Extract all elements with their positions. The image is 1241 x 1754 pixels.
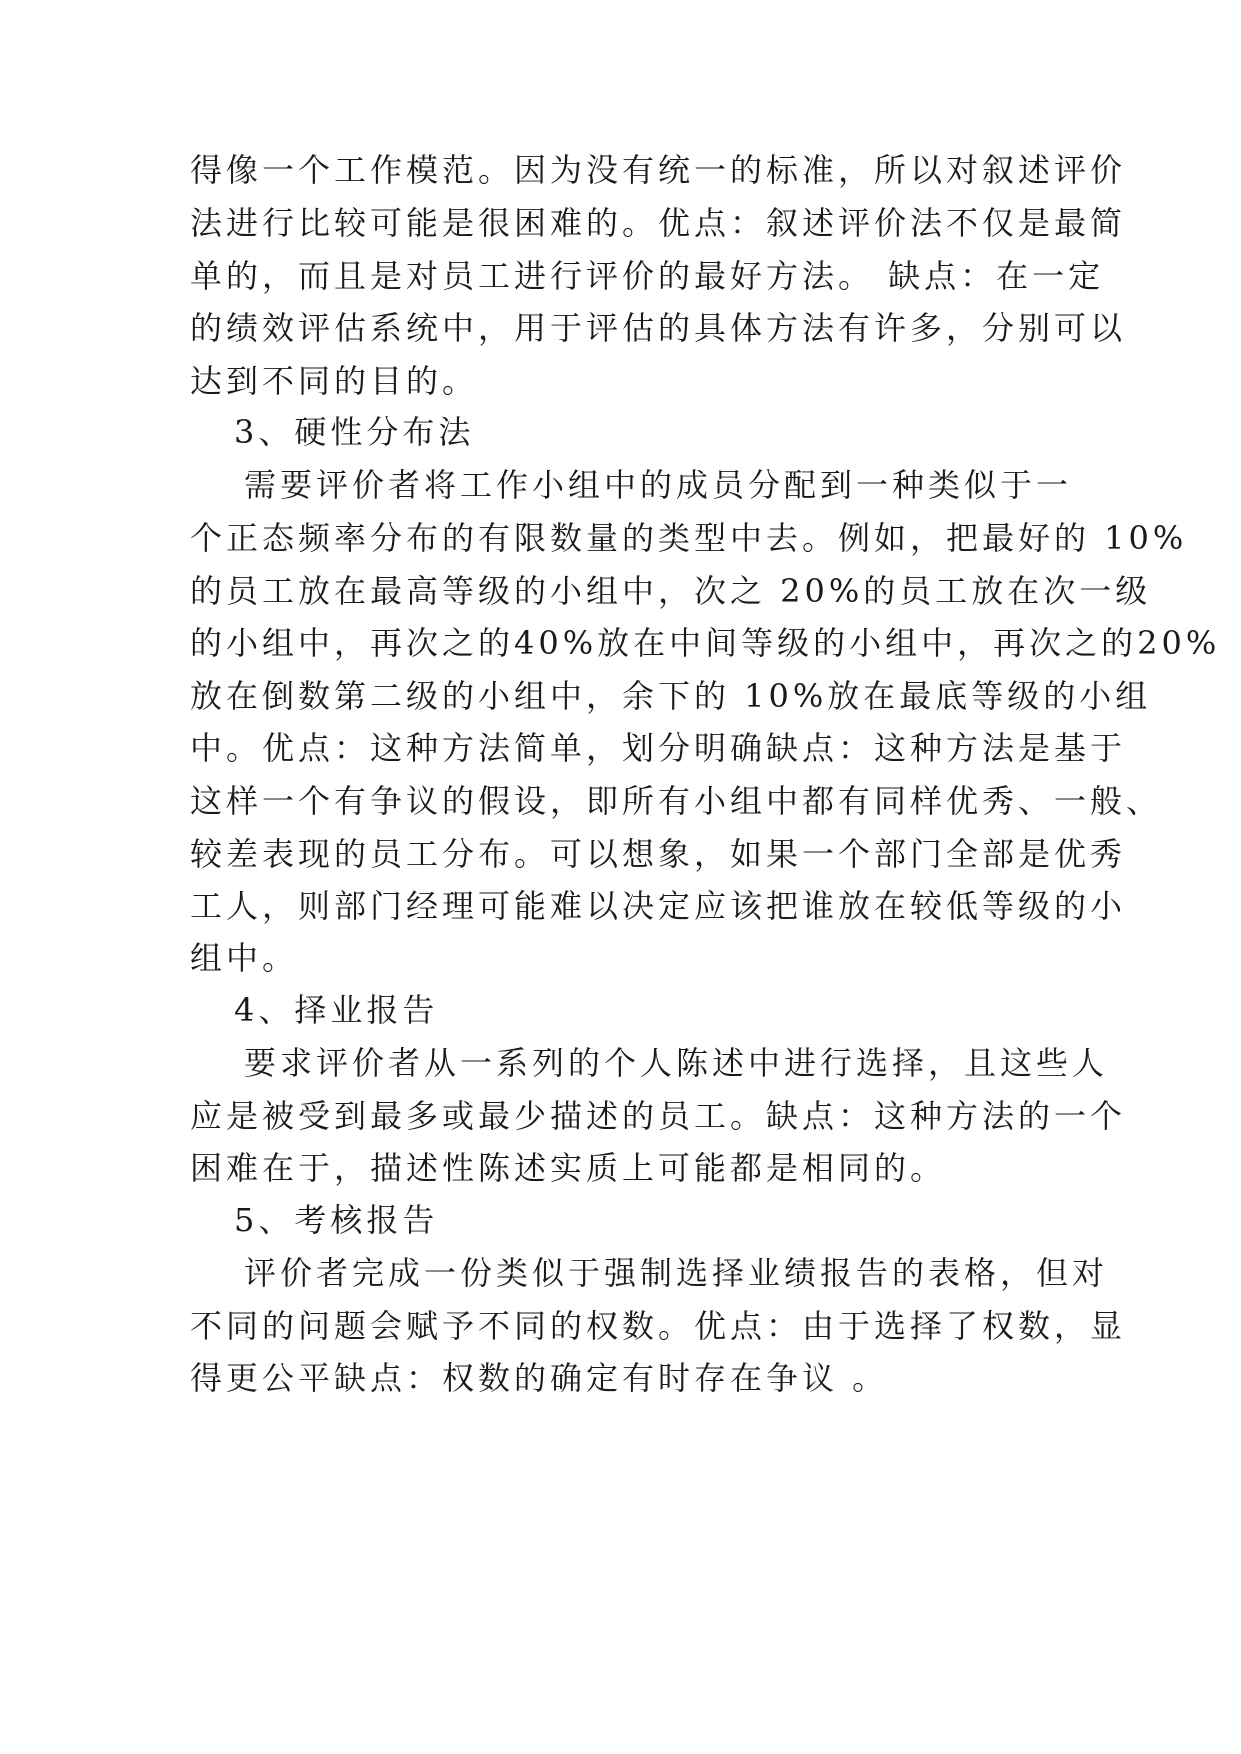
text-line: 单的，而且是对员工进行评价的最好方法。 缺点：在一定 bbox=[190, 257, 1105, 295]
section-heading: 3、硬性分布法 bbox=[234, 413, 475, 451]
text-line: 组中。 bbox=[190, 939, 299, 977]
paragraph-first-line: 评价者完成一份类似于强制选择业绩报告的表格，但对 bbox=[244, 1254, 1109, 1292]
section-heading: 5、考核报告 bbox=[234, 1201, 439, 1239]
text-line: 工人，则部门经理可能难以决定应该把谁放在较低等级的小 bbox=[190, 887, 1127, 925]
section-heading: 4、择业报告 bbox=[234, 991, 439, 1029]
text-line: 个正态频率分布的有限数量的类型中去。例如，把最好的 10% bbox=[190, 519, 1188, 557]
text-line: 的绩效评估系统中，用于评估的具体方法有许多，分别可以 bbox=[190, 309, 1127, 347]
text-line: 得像一个工作模范。因为没有统一的标准，所以对叙述评价 bbox=[190, 151, 1127, 189]
paragraph-first-line: 要求评价者从一系列的个人陈述中进行选择，且这些人 bbox=[244, 1044, 1109, 1082]
text-line: 的小组中，再次之的40%放在中间等级的小组中，再次之的20% bbox=[190, 624, 1221, 662]
text-line: 放在倒数第二级的小组中，余下的 10%放在最底等级的小组 bbox=[190, 677, 1152, 715]
text-line: 得更公平缺点：权数的确定有时存在争议 。 bbox=[190, 1359, 889, 1397]
paragraph-first-line: 需要评价者将工作小组中的成员分配到一种类似于一 bbox=[244, 466, 1073, 504]
text-line: 中。优点：这种方法简单，划分明确缺点：这种方法是基于 bbox=[190, 729, 1127, 767]
text-line: 达到不同的目的。 bbox=[190, 362, 479, 400]
text-line: 的员工放在最高等级的小组中，次之 20%的员工放在次一级 bbox=[190, 572, 1152, 610]
text-line: 困难在于，描述性陈述实质上可能都是相同的。 bbox=[190, 1149, 947, 1187]
text-line: 应是被受到最多或最少描述的员工。缺点：这种方法的一个 bbox=[190, 1097, 1127, 1135]
text-line: 这样一个有争议的假设，即所有小组中都有同样优秀、一般、 bbox=[190, 782, 1163, 820]
text-line: 不同的问题会赋予不同的权数。优点：由于选择了权数，显 bbox=[190, 1307, 1127, 1345]
text-line: 法进行比较可能是很困难的。优点：叙述评价法不仅是最简 bbox=[190, 204, 1127, 242]
text-line: 较差表现的员工分布。可以想象，如果一个部门全部是优秀 bbox=[190, 835, 1127, 873]
